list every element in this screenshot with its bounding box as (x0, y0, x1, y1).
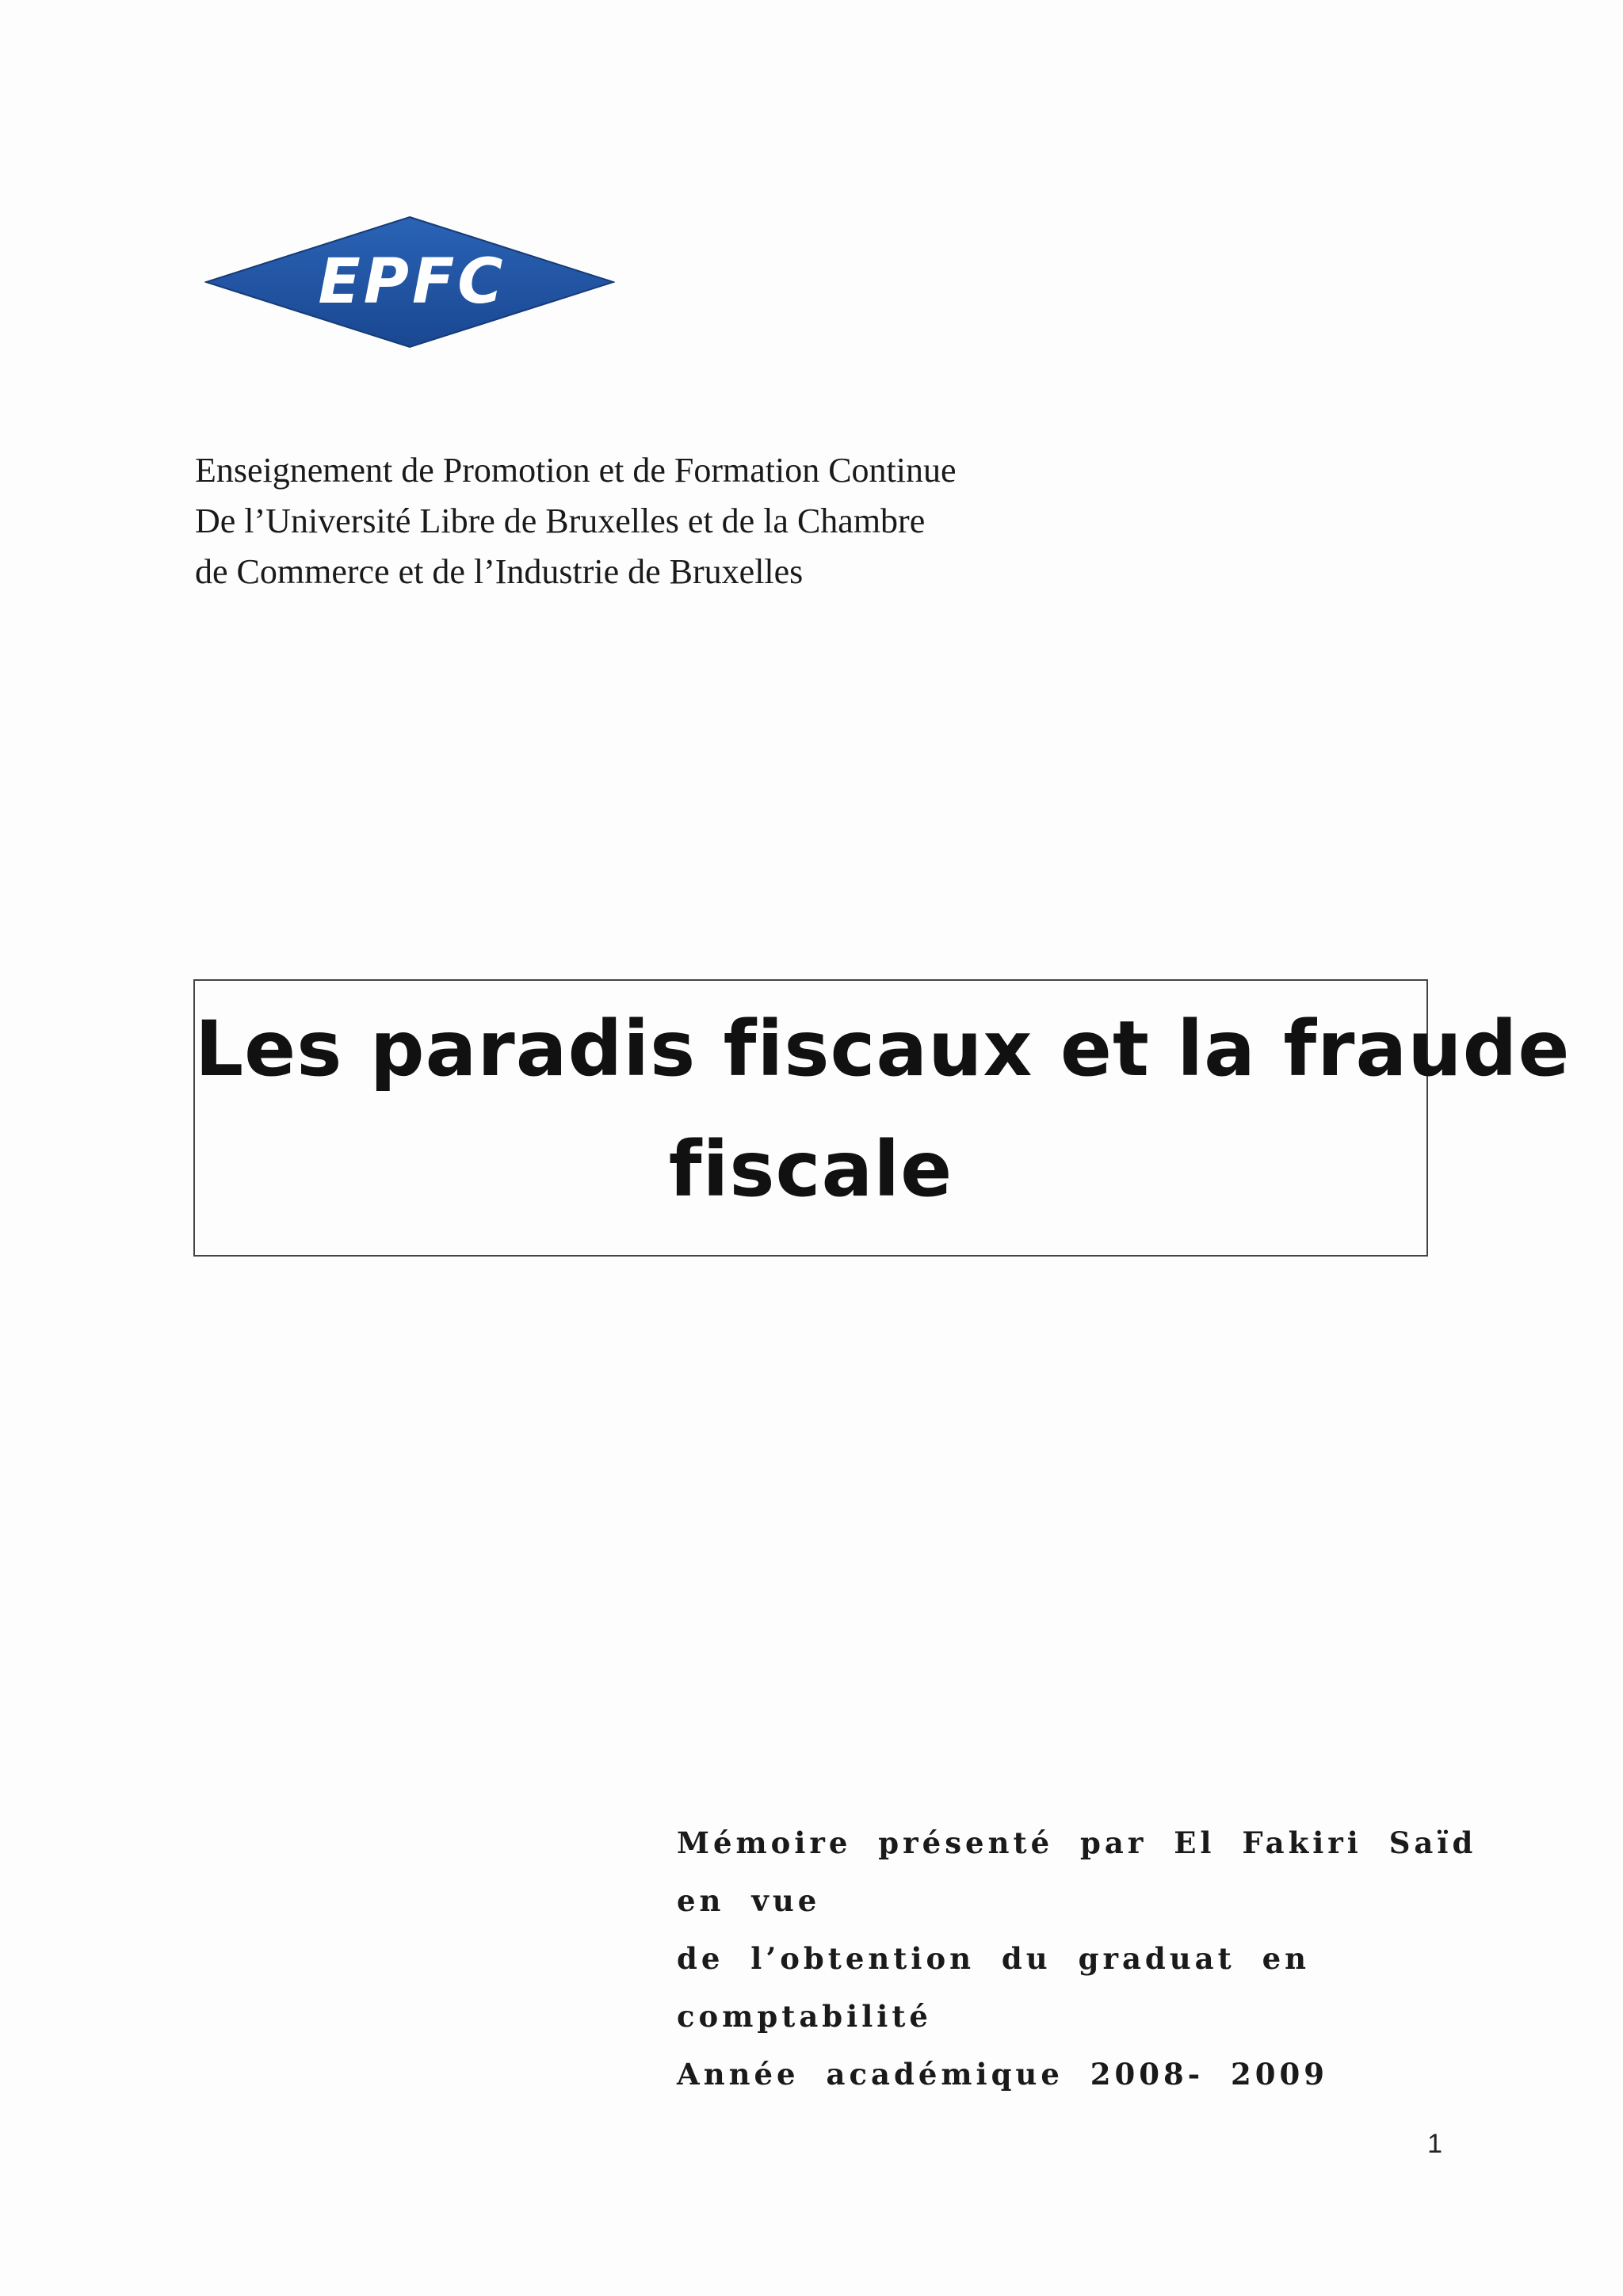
memoire-line: de l’obtention du graduat en (677, 1941, 1311, 1976)
title-line-2: fiscale (668, 1125, 953, 1214)
epfc-logo-diamond (204, 215, 615, 349)
memoire-line: Mémoire présenté par El Fakiri Saïd (677, 1825, 1477, 1860)
institution-block (195, 445, 1225, 597)
institution-line: de Commerce et de l’Industrie de Bruxelles (195, 552, 804, 591)
epfc-logo-text: EPFC (318, 246, 506, 318)
title-line-1: Les paradis fiscaux et la fraude (195, 1005, 1571, 1093)
title-box (193, 979, 1571, 1257)
institution-line: Enseignement de Promotion et de Formation Continue (195, 451, 957, 490)
memoire-line: Année académique 2008- 2009 (677, 2057, 1328, 2092)
page-number: 1 (1427, 2129, 1442, 2159)
epfc-logo (204, 215, 615, 349)
memoire-line: en vue (677, 1883, 821, 1918)
document-title (195, 989, 1571, 1230)
memoire-line: comptabilité (677, 1999, 932, 2034)
memoire-block (677, 1814, 1477, 2103)
institution-line: De l’Université Libre de Bruxelles et de la Chambre (195, 502, 926, 540)
